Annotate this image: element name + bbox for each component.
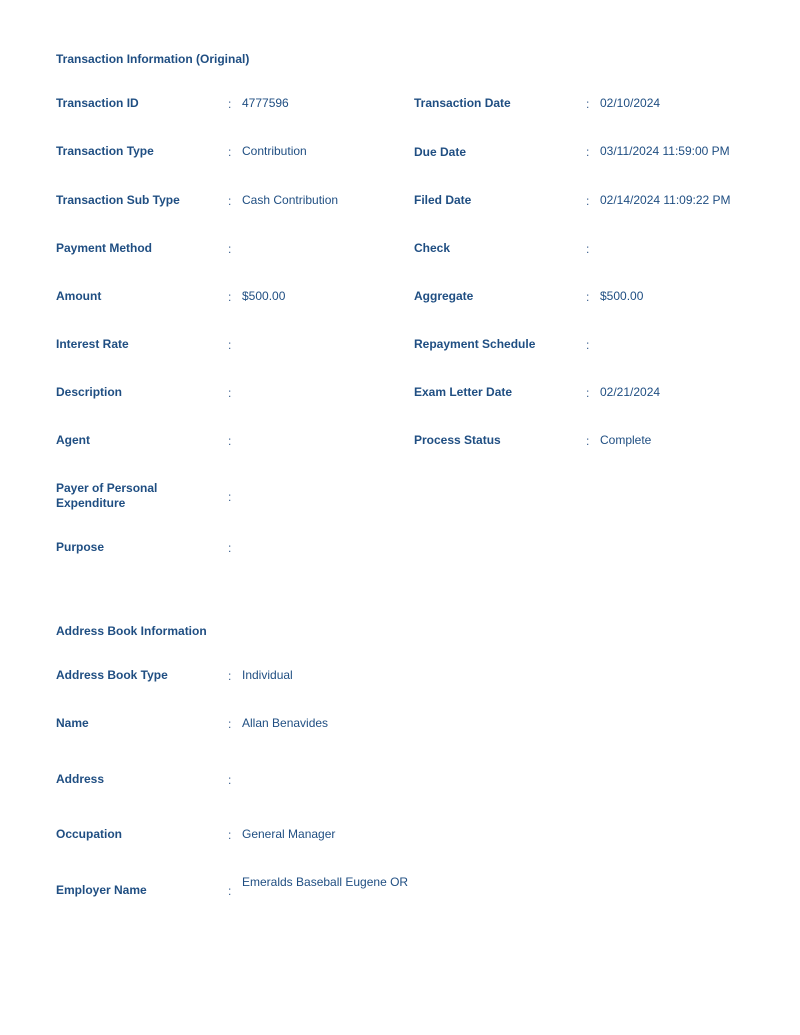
process-status-value: Complete: [600, 433, 652, 447]
check-label: Check: [414, 241, 451, 255]
amount-label: Amount: [56, 289, 102, 303]
address-book-section-title: Address Book Information: [56, 624, 207, 638]
separator: :: [228, 717, 232, 731]
transaction-sub-type-value: Cash Contribution: [242, 193, 339, 207]
name-value: Allan Benavides: [242, 716, 329, 730]
separator: :: [586, 338, 590, 352]
address-label: Address: [56, 772, 105, 786]
separator: :: [228, 669, 232, 683]
exam-letter-date-label: Exam Letter Date: [414, 385, 513, 399]
separator: :: [228, 242, 232, 256]
address-book-type-label: Address Book Type: [56, 668, 168, 682]
separator: :: [228, 541, 232, 555]
separator: :: [586, 434, 590, 448]
repayment-schedule-label: Repayment Schedule: [414, 337, 536, 351]
occupation-label: Occupation: [56, 827, 123, 841]
separator: :: [228, 490, 232, 504]
payer-personal-expenditure-label: Payer of Personal Expenditure: [56, 481, 158, 510]
separator: :: [228, 194, 232, 208]
transaction-id-label: Transaction ID: [56, 96, 139, 110]
purpose-label: Purpose: [56, 540, 105, 554]
exam-letter-date-value: 02/21/2024: [600, 385, 661, 399]
transaction-date-label: Transaction Date: [414, 96, 511, 110]
address-book-type-value: Individual: [242, 668, 293, 682]
separator: :: [228, 434, 232, 448]
separator: :: [228, 145, 232, 159]
separator: :: [228, 773, 232, 787]
interest-rate-label: Interest Rate: [56, 337, 129, 351]
separator: :: [586, 194, 590, 208]
filed-date-label: Filed Date: [414, 193, 472, 207]
separator: :: [586, 97, 590, 111]
transaction-type-value: Contribution: [242, 144, 307, 158]
agent-label: Agent: [56, 433, 90, 447]
separator: :: [228, 884, 232, 898]
employer-name-value: Emeralds Baseball Eugene OR: [242, 875, 409, 889]
separator: :: [586, 145, 590, 159]
transaction-section-title: Transaction Information (Original): [56, 52, 250, 66]
transaction-id-value: 4777596: [242, 96, 289, 110]
process-status-label: Process Status: [414, 433, 501, 447]
aggregate-value: $500.00: [600, 289, 644, 303]
due-date-value: 03/11/2024 11:59:00 PM: [600, 144, 730, 158]
separator: :: [586, 242, 590, 256]
employer-name-label: Employer Name: [56, 883, 147, 897]
separator: :: [228, 828, 232, 842]
transaction-sub-type-label: Transaction Sub Type: [56, 193, 180, 207]
filed-date-value: 02/14/2024 11:09:22 PM: [600, 193, 731, 207]
aggregate-label: Aggregate: [414, 289, 474, 303]
separator: :: [228, 386, 232, 400]
separator: :: [228, 97, 232, 111]
payment-method-label: Payment Method: [56, 241, 153, 255]
separator: :: [586, 386, 590, 400]
amount-value: $500.00: [242, 289, 286, 303]
due-date-label: Due Date: [414, 145, 467, 159]
separator: :: [228, 338, 232, 352]
transaction-type-label: Transaction Type: [56, 144, 154, 158]
name-label: Name: [56, 716, 89, 730]
transaction-date-value: 02/10/2024: [600, 96, 661, 110]
description-label: Description: [56, 385, 123, 399]
separator: :: [586, 290, 590, 304]
occupation-value: General Manager: [242, 827, 336, 841]
separator: :: [228, 290, 232, 304]
